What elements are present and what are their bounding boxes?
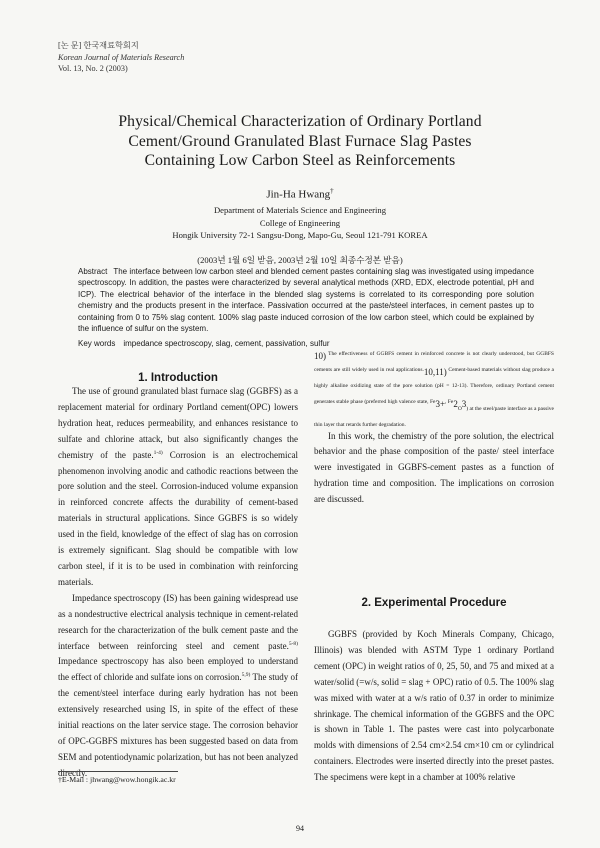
- affiliation-line: Department of Materials Science and Engineering: [213, 205, 387, 216]
- title-block: [40, 112, 560, 266]
- right-column: [314, 349, 554, 508]
- text-run: Impedance spectroscopy (IS) has been gaining widespread use as a nondestructive electrical analysis technique in cement-related research for the characterization of the bulk cement paste and the interface between reinforcing steel and cement paste.: [58, 592, 298, 651]
- text-run: 2: [453, 398, 458, 409]
- footnote: †E-Mail : jhwang@wow.hongik.ac.kr: [58, 775, 176, 784]
- keywords-text: impedance spectroscopy, slag, cement, passivation, sulfur: [123, 339, 330, 348]
- superscript: , Fe: [445, 398, 454, 405]
- journal-header: [58, 40, 184, 75]
- section-heading: 1. Introduction: [138, 372, 218, 384]
- text-run: The study of the cement/steel interface during early hydration has not been extensively researched using IS, in spite of the effect of these initial reactions on the later service stage. The corrosion behavior of OPC-GGBFS mixtures has been suggested based on data from SEM and potentiodynamic polarization, but has not been analyzed directly.: [58, 672, 298, 778]
- section-1-heading-wrap: [58, 372, 298, 384]
- abstract-text: The interface between low carbon steel and blended cement pastes containing slag was investigated using impedance spectroscopy. In addition, the pastes were characterized by several analytical methods (XRD, EDX, electrode potential, pH and ICP). The electrical behavior of the interface in the blended slag systems is correlated to its corresponding pore solution chemistry and the products present in the interface. Passivation occurred at the paste/steel interfaces, in cement pastes up to containing from 0 to 75% slag content. 100% slag paste induced corrosion of the low carbon steel, which could be explained by the influence of sulfur on the system.: [78, 267, 534, 334]
- right-column-section-2: [314, 627, 554, 786]
- journal-volume: Vol. 13, No. 2 (2003): [58, 64, 128, 73]
- author: [40, 187, 560, 201]
- footnote-rule: [58, 771, 178, 772]
- abstract-label: Abstract: [78, 267, 108, 276]
- text-run: 3: [461, 398, 467, 409]
- text-run: 10): [314, 351, 326, 361]
- section-heading: 2. Experimental Procedure: [361, 597, 507, 609]
- affiliation-line: College of Engineering: [259, 217, 341, 228]
- title-line: Containing Low Carbon Steel as Reinforcements: [144, 152, 456, 170]
- abstract: [78, 266, 534, 334]
- citation: 5,9): [241, 672, 251, 679]
- title-line: Cement/Ground Granulated Blast Furnace Slag Pastes: [128, 132, 472, 150]
- author-name: Jin-Ha Hwang: [266, 188, 331, 201]
- keywords: [78, 339, 534, 348]
- received-dates: (2003년 1월 6일 받음, 2003년 2월 10일 최종수정본 받음): [197, 254, 403, 265]
- paragraph: GGBFS (provided by Koch Minerals Company, Chicago, Illinois) was blended with ASTM Type 1 ordinary Portland cement (OPC) in weight ratios of 0, 25, 50, and 75 and mixed at a water/solid (=w/s, solid = slag + OPC) ratio of 0.5. The 100% slag was mixed with water at a w/s ratio of 0.37 in order to minimize shrinkage. The chemical information of the GGBFS and the OPC is shown in Table 1. The pastes were cast into polycarbonate molds with dimensions of 2.54 cm×2.54 cm×10 cm or cylindrical containers. Electrodes were inserted directly into the preset pastes. The specimens were kept in a chamber at 100% relative: [314, 629, 554, 783]
- text-run: Corrosion is an electrochemical phenomenon involving anodic and cathodic reactions between the pore solution and the steel. Corrosion-induced volume expansion in reinforced concrete affects the durability of cement-based materials in structural applications. Since GGBFS is so widely used in the field, knowledge of the effect of slag has on corrosion is extremely significant. Slag should be compatible with low carbon steel, if it is to be used in combination with reinforcing materials.: [58, 449, 298, 587]
- paragraph-continued: [314, 349, 554, 429]
- citation: The effectiveness of GGBFS cement in reinforced concrete is not clearly understood, but GGBFS cements are still widely used in real applications.: [314, 351, 554, 373]
- text-run: Impedance spectroscopy has also been employed to understand the effect of chloride and sulfate ions on corrosion.: [58, 656, 298, 683]
- journal-name: Korean Journal of Materials Research: [58, 52, 185, 62]
- affiliation: [40, 204, 560, 242]
- subscript: O: [457, 405, 462, 412]
- page-number: 94: [296, 824, 304, 833]
- paragraph: [58, 591, 298, 782]
- paper-title: [40, 112, 560, 171]
- text-run: The use of ground granulated blast furnace slag (GGBFS) as a replacement material for ordinary Portland cement(OPC) lowers hydration heat, reduces permeability, and enhances resistance to sulfate and chlorine attack, but also significantly changes the chemistry of the paste.: [58, 386, 298, 460]
- keywords-label: Key words: [78, 339, 116, 348]
- text-run: 3+: [435, 398, 446, 409]
- affiliation-line: Hongik University 72-1 Sangsu-Dong, Mapo-Gu, Seoul 121-791 KOREA: [172, 230, 428, 241]
- left-column: [58, 384, 298, 782]
- journal-korean-line: [논 문] 한국재료학회지: [58, 41, 139, 50]
- paragraph: In this work, the chemistry of the pore solution, the electrical behavior and the phase composition of the paste/ steel interface were investigated in GGBFS-cement pastes as a function of hydration time and composition. The implications on corrosion are discussed.: [314, 430, 554, 505]
- text-run: 10,11): [423, 366, 447, 377]
- paragraph: [58, 384, 298, 591]
- subscript: ) at the steel/paste interface as a passive thin layer that retards further degradation.: [314, 405, 554, 428]
- citation: 5-8): [288, 640, 298, 647]
- author-mark: †: [330, 186, 334, 195]
- citation: 1-4): [153, 449, 163, 456]
- title-line: Physical/Chemical Characterization of Ordinary Portland: [118, 113, 482, 130]
- citation: Cement-based materials without slag produce a highly alkaline oxidizing state of the pore solution (pH = 12-13). Therefore, ordinary Portland cement generates stable phase (preferred high valence state, Fe: [314, 366, 554, 405]
- section-2-heading-wrap: [314, 597, 554, 609]
